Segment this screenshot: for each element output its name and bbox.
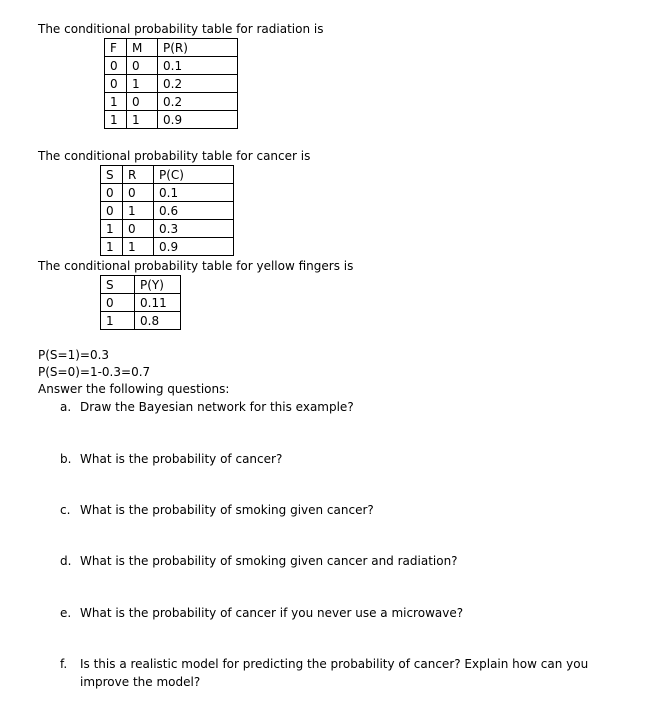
table-row <box>101 238 234 256</box>
questions-intro: Answer the following questions: <box>38 382 230 396</box>
question-text: What is the probability of cancer if you never use a microwave? <box>80 606 464 620</box>
table-header-row <box>101 166 234 184</box>
table-cell: 0 <box>101 202 123 220</box>
prior-smoking-0: P(S=0)=1-0.3=0.7 <box>38 365 151 379</box>
table-cell: 0 <box>101 184 123 202</box>
header-cell: F <box>105 39 127 57</box>
table-row <box>105 75 238 93</box>
header-cell: S <box>101 276 135 294</box>
question-text: Draw the Bayesian network for this example? <box>80 400 354 414</box>
question-label: c. <box>60 503 71 517</box>
radiation-table <box>104 38 238 129</box>
question-label: a. <box>60 400 72 414</box>
table-row <box>101 312 181 330</box>
table-cell: 1 <box>123 238 154 256</box>
table-row <box>105 93 238 111</box>
table-row <box>105 111 238 129</box>
cancer-table-title: The conditional probability table for cancer is <box>38 149 311 163</box>
header-cell: P(R) <box>158 39 238 57</box>
table-row <box>101 220 234 238</box>
question-label: f. <box>60 657 68 671</box>
yellow-fingers-table <box>100 275 181 330</box>
table-cell: 0 <box>123 220 154 238</box>
question-text: What is the probability of smoking given cancer? <box>80 503 374 517</box>
header-cell: P(C) <box>154 166 234 184</box>
table-cell: 0.2 <box>158 75 238 93</box>
table-cell: 0 <box>101 294 135 312</box>
header-cell: R <box>123 166 154 184</box>
table-cell: 0.11 <box>135 294 181 312</box>
table-cell: 0 <box>127 93 158 111</box>
table-cell: 0 <box>105 57 127 75</box>
table-cell: 0.1 <box>154 184 234 202</box>
table-cell: 0.9 <box>154 238 234 256</box>
header-cell: P(Y) <box>135 276 181 294</box>
table-row <box>101 294 181 312</box>
question-label: b. <box>60 452 72 466</box>
question-label: d. <box>60 554 72 568</box>
table-cell: 0.2 <box>158 93 238 111</box>
table-header-row <box>101 276 181 294</box>
table-cell: 1 <box>105 93 127 111</box>
table-cell: 0 <box>105 75 127 93</box>
table-cell: 0.6 <box>154 202 234 220</box>
question-label: e. <box>60 606 72 620</box>
header-cell: M <box>127 39 158 57</box>
cancer-table <box>100 165 234 256</box>
table-cell: 0 <box>127 57 158 75</box>
table-header-row <box>105 39 238 57</box>
table-cell: 0.1 <box>158 57 238 75</box>
table-cell: 1 <box>127 75 158 93</box>
table-cell: 1 <box>101 238 123 256</box>
table-cell: 1 <box>101 312 135 330</box>
table-cell: 1 <box>127 111 158 129</box>
table-cell: 1 <box>105 111 127 129</box>
question-text: What is the probability of smoking given cancer and radiation? <box>80 554 458 568</box>
table-cell: 1 <box>101 220 123 238</box>
question-text: What is the probability of cancer? <box>80 452 283 466</box>
table-row <box>105 57 238 75</box>
header-cell: S <box>101 166 123 184</box>
table-cell: 1 <box>123 202 154 220</box>
table-cell: 0.3 <box>154 220 234 238</box>
table-cell: 0.8 <box>135 312 181 330</box>
radiation-table-title: The conditional probability table for radiation is <box>38 22 324 36</box>
yellow-table-title: The conditional probability table for yellow fingers is <box>38 259 354 273</box>
question-text: Is this a realistic model for predicting the probability of cancer? Explain how can you improve the model? <box>80 657 589 689</box>
prior-smoking-1: P(S=1)=0.3 <box>38 348 110 362</box>
table-row <box>101 184 234 202</box>
table-row <box>101 202 234 220</box>
table-cell: 0.9 <box>158 111 238 129</box>
table-cell: 0 <box>123 184 154 202</box>
